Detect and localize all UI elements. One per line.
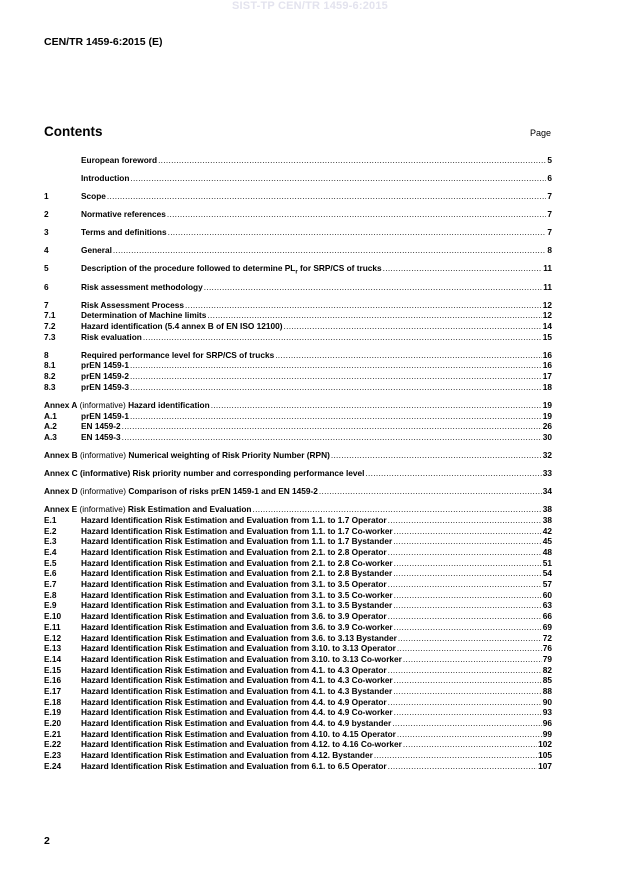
- toc-leader-dots: [204, 283, 542, 293]
- toc-entry[interactable]: [44, 246, 552, 256]
- toc-entry-number: E.14: [44, 654, 62, 664]
- toc-entry[interactable]: [44, 730, 552, 740]
- toc-entry-title: European foreword: [81, 156, 158, 165]
- toc-leader-dots: [394, 676, 542, 686]
- toc-entry-page: 45: [542, 537, 552, 547]
- toc-entry[interactable]: [44, 527, 552, 537]
- toc-entry-title: Hazard Identification Risk Estimation and Evaluation from 4.4. to 4.9 bystander: [81, 719, 392, 729]
- toc-entry-page: 8: [547, 246, 552, 256]
- toc-entry[interactable]: [44, 762, 552, 772]
- toc-entry-title: Hazard Identification Risk Estimation and Evaluation from 3.6. to 3.13 Bystander: [81, 633, 397, 643]
- toc-entry-number: E.13: [44, 644, 62, 654]
- toc-entry-number: E.8: [44, 590, 57, 600]
- toc-entry-number: 8.1: [44, 361, 56, 371]
- toc-leader-dots: [122, 422, 542, 432]
- toc-entry-number: 1: [44, 192, 49, 202]
- toc-entry-page: 11: [543, 264, 552, 274]
- toc-entry-number: A.2: [44, 422, 57, 432]
- toc-entry-number: 7: [44, 300, 49, 310]
- toc-entry-title: Hazard Identification Risk Estimation and Evaluation from 4.1. to 4.3 Co-worker: [81, 676, 393, 686]
- toc-entry-page: 19: [542, 411, 552, 421]
- toc-leader-dots: [394, 708, 542, 718]
- toc-entry-page: 66: [542, 612, 552, 622]
- toc-entry-page: 88: [542, 686, 552, 696]
- toc-entry-number: 4: [44, 246, 49, 256]
- toc-leader-dots: [397, 730, 542, 740]
- toc-entry[interactable]: [44, 623, 552, 633]
- toc-leader-dots: [403, 655, 542, 665]
- toc-entry[interactable]: [44, 412, 552, 422]
- toc-leader-dots: [393, 687, 542, 697]
- toc-entry-title: General: [81, 246, 112, 256]
- toc-entry-page: 54: [542, 569, 552, 579]
- toc-leader-dots: [185, 301, 542, 311]
- toc-entry-number: 3: [44, 228, 49, 238]
- toc-entry[interactable]: [44, 601, 552, 611]
- toc-leader-dots: [388, 666, 542, 676]
- toc-entry-page: 5: [547, 156, 552, 165]
- toc-entry-number: E.24: [44, 761, 62, 771]
- toc-entry-page: 90: [542, 697, 552, 707]
- toc-entry-page: 72: [542, 633, 552, 643]
- toc-entry-title: Hazard Identification Risk Estimation and Evaluation from 3.1. to 3.5 Operator: [81, 580, 387, 590]
- toc-leader-dots: [130, 383, 542, 393]
- toc-entry[interactable]: [44, 451, 552, 461]
- toc-entry-page: 16: [542, 361, 552, 371]
- toc-entry[interactable]: [44, 708, 552, 718]
- toc-leader-dots: [383, 264, 543, 274]
- toc-entry-title: Normative references: [81, 210, 166, 220]
- toc-entry[interactable]: [44, 228, 552, 238]
- toc-entry-page: 32: [542, 451, 552, 461]
- toc-leader-dots: [394, 623, 542, 633]
- toc-leader-dots: [168, 228, 547, 238]
- toc-entry-title: Annex E (informative) Risk Estimation and Evaluation: [44, 505, 252, 515]
- toc-entry-title: prEN 1459-2: [81, 372, 129, 382]
- toc-entry[interactable]: [44, 634, 552, 644]
- toc-entry-page: 7: [547, 192, 552, 202]
- toc-entry[interactable]: [44, 361, 552, 371]
- toc-entry[interactable]: [44, 666, 552, 676]
- toc-entry-page: 16: [542, 350, 552, 360]
- toc-entry-title: Hazard Identification Risk Estimation and Evaluation from 4.12. to 4.16 Co-worker: [81, 740, 402, 750]
- toc-entry-title: Introduction: [81, 174, 130, 184]
- toc-entry[interactable]: [44, 422, 552, 432]
- toc-leader-dots: [388, 548, 542, 558]
- toc-leader-dots: [388, 580, 542, 590]
- toc-entry-number: E.7: [44, 580, 57, 590]
- toc-leader-dots: [393, 537, 542, 547]
- toc-entry-number: E.9: [44, 601, 57, 611]
- toc-entry[interactable]: [44, 174, 552, 184]
- toc-entry-number: E.16: [44, 676, 62, 686]
- toc-entry-title: prEN 1459-1: [81, 361, 129, 371]
- toc-entry[interactable]: [44, 676, 552, 686]
- toc-entry[interactable]: [44, 537, 552, 547]
- toc-entry-page: 18: [542, 382, 552, 392]
- toc-entry-title: Hazard Identification Risk Estimation and Evaluation from 3.10. to 3.13 Operator: [81, 644, 396, 654]
- toc-entry[interactable]: [44, 210, 552, 220]
- toc-entry[interactable]: [44, 580, 552, 590]
- toc-entry-page: 34: [542, 487, 552, 497]
- toc-entry-title: Hazard Identification Risk Estimation and Evaluation from 2.1. to 2.8 Co-worker: [81, 558, 393, 568]
- toc-entry-page: 14: [542, 322, 552, 331]
- toc-entry-title: Annex A (informative) Hazard identification: [44, 400, 210, 410]
- toc-entry-number: E.18: [44, 697, 62, 707]
- toc-entry-number: E.5: [44, 558, 57, 568]
- toc-entry[interactable]: [44, 283, 552, 293]
- toc-entry-title: Hazard Identification Risk Estimation and Evaluation from 1.1. to 1.7 Co-worker: [81, 526, 393, 536]
- toc-entry-number: E.22: [44, 740, 62, 750]
- toc-entry-title: Hazard Identification Risk Estimation and Evaluation from 4.4. to 4.9 Operator: [81, 697, 387, 707]
- toc-entry-page: 15: [542, 332, 552, 342]
- toc-entry-number: 5: [44, 264, 49, 274]
- toc-entry-title: Annex C (informative) Risk priority number and corresponding performance level: [44, 469, 365, 479]
- toc-leader-dots: [130, 372, 542, 382]
- toc-entry-title: EN 1459-3: [81, 432, 121, 442]
- toc-entry-title: Hazard Identification Risk Estimation and Evaluation from 3.1. to 3.5 Bystander: [81, 601, 393, 611]
- toc-entry[interactable]: [44, 644, 552, 654]
- toc-leader-dots: [388, 762, 537, 772]
- toc-entry-page: 60: [542, 590, 552, 600]
- toc-entry-page: 79: [542, 654, 552, 664]
- toc-entry-page: 48: [542, 548, 552, 558]
- toc-entry-title: Hazard Identification Risk Estimation and Evaluation from 4.12. Bystander: [81, 751, 373, 761]
- toc-entry-page: 105: [538, 751, 552, 761]
- toc-entry[interactable]: [44, 487, 552, 497]
- toc-entry-page: 6: [547, 174, 552, 184]
- toc-entry-number: E.17: [44, 686, 62, 696]
- page-column-label: Page: [529, 128, 551, 138]
- toc-entry-number: 8.2: [44, 372, 56, 382]
- toc-leader-dots: [394, 591, 542, 601]
- toc-entry-page: 69: [542, 622, 552, 632]
- toc-entry-page: 12: [542, 311, 552, 321]
- toc-leader-dots: [374, 751, 537, 761]
- toc-entry-title: Hazard Identification Risk Estimation and Evaluation from 3.6. to 3.9 Co-worker: [81, 622, 393, 632]
- toc-entry-page: 107: [538, 761, 552, 771]
- document-id: CEN/TR 1459-6:2015 (E): [44, 36, 163, 48]
- toc-entry-number: E.15: [44, 665, 62, 675]
- toc-entry-title: Scope: [81, 192, 106, 202]
- toc-leader-dots: [365, 469, 541, 479]
- toc-entry-number: E.6: [44, 569, 57, 579]
- toc-leader-dots: [130, 174, 546, 184]
- toc-entry-title: Risk Assessment Process: [81, 300, 185, 310]
- toc-entry-number: E.23: [44, 751, 62, 761]
- toc-entry-number: E.3: [44, 537, 57, 547]
- toc-entry-page: 17: [542, 372, 552, 382]
- toc-entry-title: Hazard Identification Risk Estimation and Evaluation from 6.1. to 6.5 Operator: [81, 761, 387, 771]
- toc-leader-dots: [393, 601, 542, 611]
- toc-entry-page: 51: [542, 558, 552, 568]
- toc-entry[interactable]: [44, 751, 552, 761]
- toc-entry-title: EN 1459-2: [81, 422, 121, 432]
- toc-entry-number: E.20: [44, 719, 62, 729]
- toc-entry[interactable]: [44, 301, 552, 311]
- toc-entry-number: 7.1: [44, 311, 56, 321]
- page-number: 2: [44, 835, 50, 847]
- toc-entry-page: 30: [542, 432, 552, 442]
- toc-entry[interactable]: [44, 383, 552, 393]
- toc-entry-title: Determination of Machine limits: [81, 311, 207, 321]
- toc-entry-title: prEN 1459-1: [81, 411, 129, 421]
- toc-entry[interactable]: [44, 559, 552, 569]
- toc-entry-number: E.19: [44, 708, 62, 718]
- toc-leader-dots: [388, 612, 542, 622]
- toc-entry-page: 7: [547, 210, 552, 220]
- toc-entry-number: A.1: [44, 411, 57, 421]
- toc-entry-title: Required performance level for SRP/CS of trucks: [81, 350, 275, 360]
- toc-entry[interactable]: [44, 687, 552, 697]
- toc-entry-title: Hazard Identification Risk Estimation and Evaluation from 2.1. to 2.8 Operator: [81, 548, 387, 558]
- table-of-contents: [44, 156, 552, 771]
- toc-entry-number: E.21: [44, 729, 62, 739]
- toc-leader-dots: [392, 719, 541, 729]
- toc-entry-number: E.1: [44, 515, 57, 525]
- toc-entry-page: 12: [542, 300, 552, 310]
- toc-entry[interactable]: [44, 264, 552, 274]
- toc-leader-dots: [275, 351, 542, 361]
- toc-leader-dots: [388, 698, 542, 708]
- toc-leader-dots: [393, 569, 542, 579]
- toc-entry-title: Hazard Identification Risk Estimation and Evaluation from 4.1. to 4.3 Bystander: [81, 686, 393, 696]
- toc-entry[interactable]: [44, 311, 552, 321]
- toc-entry-number: 8: [44, 350, 49, 360]
- toc-leader-dots: [397, 644, 542, 654]
- toc-entry[interactable]: [44, 548, 552, 558]
- toc-entry-page: 76: [542, 644, 552, 654]
- toc-entry-number: E.2: [44, 526, 57, 536]
- toc-entry-title: Hazard Identification Risk Estimation and Evaluation from 3.6. to 3.9 Operator: [81, 612, 387, 622]
- contents-title: Contents: [44, 124, 103, 139]
- toc-entry[interactable]: [44, 719, 552, 729]
- toc-entry-number: E.4: [44, 548, 57, 558]
- toc-leader-dots: [122, 433, 542, 443]
- toc-leader-dots: [252, 505, 541, 515]
- toc-entry-number: E.10: [44, 612, 62, 622]
- toc-entry-page: 93: [542, 708, 552, 718]
- toc-leader-dots: [403, 740, 537, 750]
- toc-entry-title: Annex D (informative) Comparison of risks prEN 1459-1 and EN 1459-2: [44, 487, 318, 497]
- toc-entry[interactable]: [44, 740, 552, 750]
- toc-entry[interactable]: [44, 401, 552, 411]
- toc-leader-dots: [143, 333, 542, 343]
- toc-entry-title: Hazard Identification Risk Estimation and Evaluation from 2.1. to 2.8 Bystander: [81, 569, 393, 579]
- toc-entry[interactable]: [44, 156, 552, 166]
- toc-leader-dots: [167, 210, 547, 220]
- toc-entry-number: A.3: [44, 432, 57, 442]
- toc-entry[interactable]: [44, 333, 552, 343]
- toc-entry[interactable]: [44, 351, 552, 361]
- toc-entry-number: 2: [44, 210, 49, 220]
- watermark: SIST-TP CEN/TR 1459-6:2015: [231, 0, 388, 12]
- toc-entry-page: 42: [542, 526, 552, 536]
- toc-leader-dots: [130, 412, 542, 422]
- toc-entry-page: 85: [542, 676, 552, 686]
- toc-entry-title: Hazard Identification Risk Estimation and Evaluation from 4.10. to 4.15 Operator: [81, 729, 396, 739]
- toc-leader-dots: [388, 516, 542, 526]
- toc-leader-dots: [331, 451, 542, 461]
- toc-leader-dots: [211, 401, 542, 411]
- toc-entry-title: Hazard Identification Risk Estimation and Evaluation from 3.10. to 3.13 Co-worker: [81, 654, 402, 664]
- toc-entry-title: Terms and definitions: [81, 228, 167, 238]
- toc-entry-title: Hazard identification (5.4 annex B of EN ISO 12100): [81, 322, 283, 331]
- toc-entry-title: prEN 1459-3: [81, 382, 129, 392]
- toc-entry-title: Hazard Identification Risk Estimation and Evaluation from 1.1. to 1.7 Operator: [81, 515, 387, 525]
- toc-entry[interactable]: [44, 591, 552, 601]
- toc-entry-title: Risk evaluation: [81, 332, 142, 342]
- toc-entry[interactable]: [44, 655, 552, 665]
- toc-entry-number: 7.3: [44, 332, 56, 342]
- toc-entry[interactable]: [44, 433, 552, 443]
- toc-entry-title: Hazard Identification Risk Estimation and Evaluation from 1.1. to 1.7 Bystander: [81, 537, 393, 547]
- toc-leader-dots: [319, 487, 542, 497]
- toc-leader-dots: [394, 527, 542, 537]
- toc-entry-number: 6: [44, 282, 49, 292]
- toc-entry-page: 33: [542, 469, 552, 479]
- toc-entry[interactable]: [44, 698, 552, 708]
- toc-entry-page: 57: [542, 580, 552, 590]
- toc-leader-dots: [158, 156, 546, 166]
- toc-leader-dots: [398, 634, 542, 644]
- toc-entry-number: E.12: [44, 633, 62, 643]
- toc-entry-title: Hazard Identification Risk Estimation and Evaluation from 4.1. to 4.3 Operator: [81, 665, 387, 675]
- toc-entry[interactable]: [44, 192, 552, 202]
- toc-entry-page: 102: [538, 740, 552, 750]
- toc-entry[interactable]: [44, 372, 552, 382]
- toc-entry[interactable]: [44, 516, 552, 526]
- toc-entry-page: 63: [542, 601, 552, 611]
- toc-entry-number: 7.2: [44, 322, 56, 331]
- toc-entry[interactable]: [44, 505, 552, 515]
- toc-leader-dots: [130, 361, 542, 371]
- toc-entry-page: 96: [542, 719, 552, 729]
- toc-entry-page: 82: [542, 665, 552, 675]
- toc-entry[interactable]: [44, 612, 552, 622]
- toc-entry[interactable]: [44, 322, 552, 332]
- toc-leader-dots: [207, 311, 541, 321]
- toc-entry-page: 99: [542, 729, 552, 739]
- toc-entry-number: 8.3: [44, 382, 56, 392]
- toc-entry-page: 26: [542, 422, 552, 432]
- toc-entry-number: E.11: [44, 622, 61, 632]
- toc-entry-page: 19: [542, 400, 552, 410]
- toc-leader-dots: [283, 322, 541, 332]
- toc-entry-title: Hazard Identification Risk Estimation and Evaluation from 3.1. to 3.5 Co-worker: [81, 590, 393, 600]
- toc-entry[interactable]: [44, 469, 552, 479]
- toc-entry[interactable]: [44, 569, 552, 579]
- toc-entry-page: 38: [542, 505, 552, 515]
- toc-leader-dots: [107, 192, 546, 202]
- toc-leader-dots: [394, 559, 542, 569]
- toc-entry-title: Risk assessment methodology: [81, 282, 203, 292]
- toc-entry-title: Description of the procedure followed to determine $PL_r$ for SRP/CS of trucks: [81, 264, 382, 275]
- toc-entry-title: Hazard Identification Risk Estimation and Evaluation from 4.4. to 4.9 Co-worker: [81, 708, 393, 718]
- toc-entry-page: 38: [542, 515, 552, 525]
- toc-entry-page: 11: [543, 282, 552, 292]
- toc-entry-title: Annex B (informative) Numerical weighting of Risk Priority Number (RPN): [44, 451, 330, 461]
- toc-entry-page: 7: [547, 228, 552, 238]
- toc-leader-dots: [113, 246, 546, 256]
